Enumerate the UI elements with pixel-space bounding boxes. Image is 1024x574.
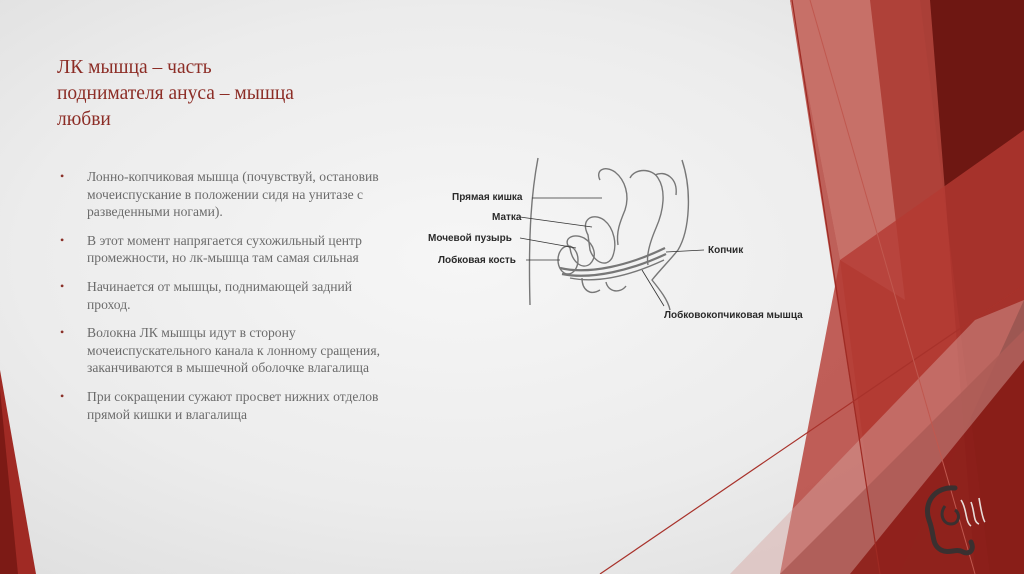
- title-line-2: поднимателя ануса – мышца: [57, 83, 294, 104]
- bullet-text: В этот момент напрягается сухожильный центр промежности, но лк-мышца там самая сильная: [87, 232, 362, 266]
- bullet-item: [60, 168, 380, 221]
- leader-pc-muscle: [642, 270, 664, 306]
- anatomy-drawing: [529, 158, 688, 310]
- leader-coccyx: [666, 250, 704, 252]
- slide-title: [57, 55, 387, 133]
- triangle-bullet-icon: •: [60, 325, 65, 340]
- bullet-item: [60, 324, 380, 377]
- triangle-bullet-icon: •: [60, 232, 65, 247]
- pelvic-anatomy-diagram: [420, 150, 820, 330]
- bullet-text: Лонно-копчиковая мышца (почувствуй, остановив мочеиспускание в положении сидя на унитазе с разведенными ногами).: [87, 169, 379, 220]
- body-back-contour: [652, 160, 688, 310]
- label-pubic-bone: Лобковая кость: [438, 255, 516, 266]
- triangle-bullet-icon: •: [60, 278, 65, 293]
- title-line-3: любви: [57, 109, 111, 130]
- label-rectum: Прямая кишка: [452, 192, 523, 203]
- bullet-item: [60, 278, 380, 313]
- bullet-text: При сокращении сужают просвет нижних отделов прямой кишки и влагалища: [87, 388, 379, 422]
- bowel-shape-2: [655, 174, 676, 195]
- bullet-text: Начинается от мышцы, поднимающей задний проход.: [87, 278, 353, 312]
- triangle-bullet-icon: •: [60, 388, 65, 403]
- uterus-shape: [585, 217, 614, 263]
- title-line-1: ЛК мышца – часть: [57, 57, 212, 78]
- bullet-item: [60, 388, 380, 423]
- bullet-text: Волокна ЛК мышцы идут в сторону мочеиспускательного канала к лонному сращения, заканчиваются в мышечной оболочке влагалища: [87, 325, 380, 376]
- body-front-contour: [529, 158, 538, 305]
- label-bladder: Мочевой пузырь: [428, 233, 512, 244]
- bullet-item: [60, 232, 380, 267]
- label-coccyx: Копчик: [708, 245, 744, 256]
- triangle-bullet-icon: •: [60, 169, 65, 183]
- perineum-contour-2: [606, 282, 626, 291]
- label-uterus: Матка: [492, 212, 522, 223]
- label-pc-muscle: Лобковокопчиковая мышца: [664, 310, 803, 321]
- bullet-list: [60, 168, 380, 434]
- signature-logo-icon: [915, 478, 995, 558]
